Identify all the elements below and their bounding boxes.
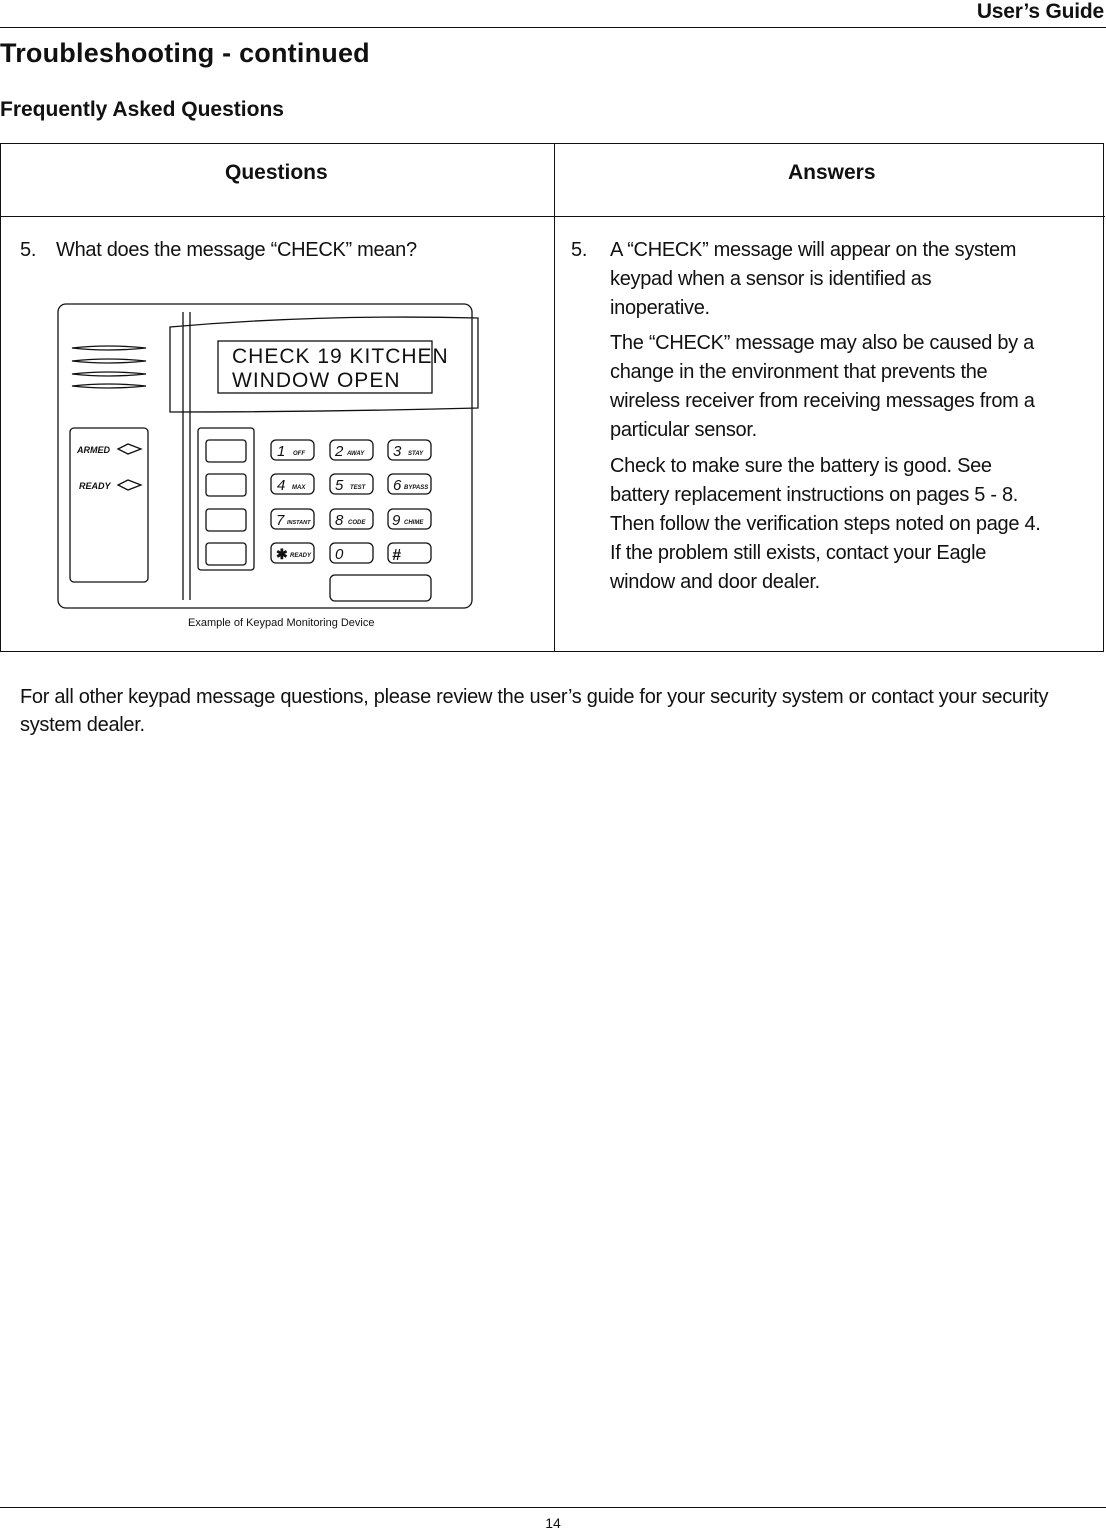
key-digit: # [392, 547, 401, 564]
function-key-b[interactable] [206, 474, 246, 496]
display-line-2: WINDOW OPEN [232, 369, 401, 392]
key-digit: 0 [335, 546, 344, 563]
answer-line: A “CHECK” message will appear on the system [610, 239, 1017, 261]
keypad-illustration [0, 0, 1106, 700]
key-sublabel: READY [290, 553, 312, 559]
answer-line: inoperative. [610, 297, 710, 319]
speaker-slot [72, 359, 146, 363]
armed-label: ARMED [77, 445, 110, 455]
key-digit: 8 [335, 512, 344, 529]
key-sublabel: MAX [292, 485, 306, 491]
key-digit: 9 [392, 512, 401, 529]
key-digit: 2 [335, 443, 344, 460]
key-sublabel: OFF [293, 451, 305, 457]
key-digit: 3 [393, 443, 402, 460]
key-sublabel: CHIME [404, 520, 424, 526]
key-sublabel: STAY [408, 451, 424, 457]
key-sublabel: AWAY [347, 451, 365, 457]
answers-header: Answers [788, 161, 876, 184]
answer-number: 5. [571, 239, 588, 261]
answer-line: Then follow the verification steps noted on page 4. [610, 513, 1041, 535]
key-digit: 7 [276, 512, 285, 529]
answer-line: Check to make sure the battery is good. See [610, 455, 992, 477]
key-sublabel: BYPASS [404, 485, 429, 491]
key-digit: 1 [277, 443, 286, 460]
page-title: Troubleshooting - continued [0, 38, 370, 68]
answer-line: battery replacement instructions on pages 5 - 8. [610, 484, 1019, 506]
key-sublabel: CODE [348, 520, 366, 526]
header-title: User’s Guide [976, 0, 1104, 23]
ready-led-icon [118, 480, 141, 490]
section-title: Frequently Asked Questions [0, 98, 284, 121]
function-key-a[interactable] [206, 440, 246, 462]
answer-line: If the problem still exists, contact your Eagle [610, 542, 987, 564]
answer-line: particular sensor. [610, 419, 757, 441]
speaker-slot [72, 346, 146, 350]
footer-note: For all other keypad message questions, please review the user’s guide for your security system or contact your security system dealer. [20, 686, 1049, 736]
key-sublabel: INSTANT [287, 520, 311, 526]
key-digit: 5 [335, 477, 344, 494]
key-digit: 6 [393, 477, 402, 494]
answer-line: window and door dealer. [610, 571, 820, 593]
page-number: 14 [545, 1515, 561, 1531]
armed-led-icon [118, 444, 141, 454]
answer-line: change in the environment that prevents the [610, 361, 988, 383]
ready-label: READY [79, 481, 111, 491]
question-number: 5. [20, 239, 37, 261]
answer-line: wireless receiver from receiving messages from a [610, 390, 1035, 412]
footer-rule [0, 1507, 1106, 1508]
key-sublabel: TEST [350, 485, 366, 491]
star-icon: ✱ [276, 546, 288, 562]
display-line-1: CHECK 19 KITCHEN [232, 345, 449, 368]
question-text: What does the message “CHECK” mean? [56, 239, 417, 261]
key-digit: 4 [277, 477, 286, 494]
questions-header: Questions [225, 161, 328, 184]
speaker-slot [72, 384, 146, 388]
function-key-c[interactable] [206, 509, 246, 531]
blank-key[interactable] [330, 575, 431, 601]
figure-caption: Example of Keypad Monitoring Device [188, 617, 375, 629]
function-key-d[interactable] [206, 543, 246, 565]
answer-line: The “CHECK” message may also be caused by a [610, 332, 1034, 354]
answer-line: keypad when a sensor is identified as [610, 268, 932, 290]
speaker-slot [72, 372, 146, 376]
